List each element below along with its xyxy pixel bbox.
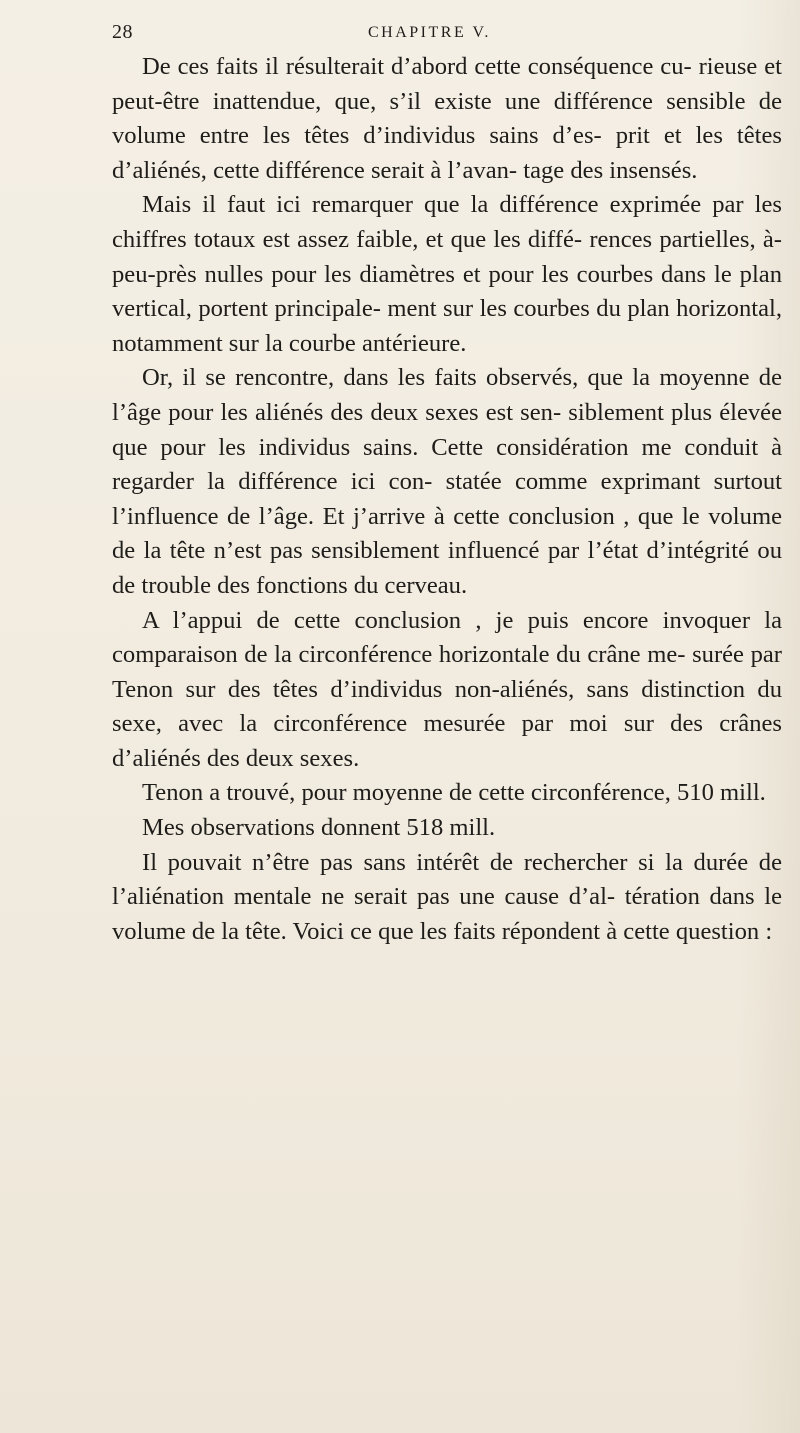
page-number: 28 xyxy=(112,21,133,43)
paragraph: Mes observations donnent 518 mill. xyxy=(142,814,496,842)
running-head: CHAPITRE V. xyxy=(368,24,491,41)
paragraph: Il pouvait n’être pas sans intérêt de rechercher si la durée de l’aliénation mentale ne serait pas une cause d’al- tération dans le volume de la tête. Voici ce que les faits répondent à cette question : xyxy=(112,848,782,945)
body-text xyxy=(112,50,782,949)
paragraph: Tenon a trouvé, pour moyenne de cette circonférence, 510 mill. xyxy=(142,779,766,807)
paragraph: Mais il faut ici remarquer que la différence exprimée par les chiffres totaux est assez faible, et que les diffé- rences partielles, à-peu-près nulles pour les diamètres et pour les courbes dans le plan vertical, portent principale- ment sur les courbes du plan horizontal, notamment sur la courbe antérieure. xyxy=(112,191,782,357)
paragraph: Or, il se rencontre, dans les faits observés, que la moyenne de l’âge pour les aliénés des deux sexes est sen- siblement plus élevée que pour les individus sains. Cette considération me conduit à regarder la différence ici con- statée comme exprimant surtout l’influence de l’âge. Et j’arrive à cette conclusion , que le volume de la tête n’est pas sensiblement influencé par l’état d’intégrité ou de trouble des fonctions du cerveau. xyxy=(112,364,782,599)
paragraph: De ces faits il résulterait d’abord cette conséquence cu- rieuse et peut-être inattendue, que, s’il existe une différence sensible de volume entre les têtes d’individus sains d’es- prit et les têtes d’aliénés, cette différence serait à l’avan- tage des insensés. xyxy=(112,53,782,184)
paragraph: A l’appui de cette conclusion , je puis encore invoquer la comparaison de la circonférence horizontale du crâne me- surée par Tenon sur des têtes d’individus non-aliénés, sans distinction du sexe, avec la circonférence mesurée par moi sur des crânes d’aliénés des deux sexes. xyxy=(112,606,782,772)
